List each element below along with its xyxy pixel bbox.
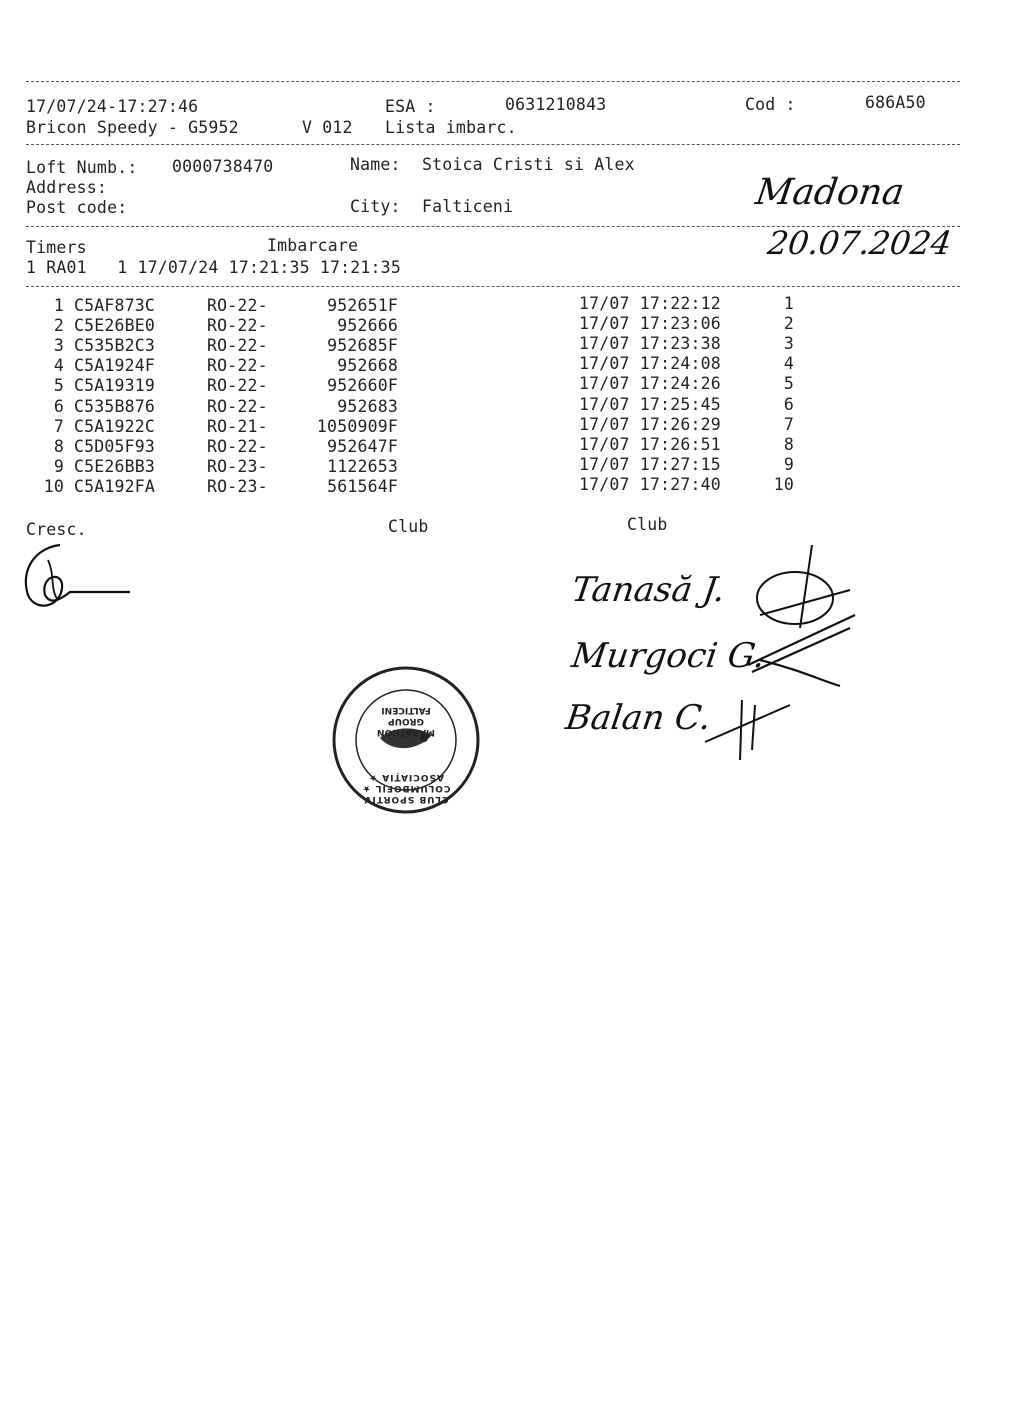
cell-pos: 4 xyxy=(783,354,794,374)
cell-ring: 952683 xyxy=(337,396,398,416)
cell-pos: 3 xyxy=(783,334,794,354)
cell-prefix: RO-22- xyxy=(207,316,268,336)
cell-n: 5 xyxy=(53,376,64,396)
cell-time: 17/07 17:26:29 xyxy=(579,414,721,434)
cell-time: 17/07 17:27:40 xyxy=(579,474,721,494)
cresc-label: Cresc. xyxy=(26,520,87,539)
cell-ring: 952647F xyxy=(327,436,398,456)
club-signature-1: Tanasă J. xyxy=(569,570,728,610)
club-label-2: Club xyxy=(627,515,668,534)
esa-value: 0631210843 xyxy=(505,95,607,114)
cell-pos: 2 xyxy=(783,314,794,334)
list-title: Lista imbarc. xyxy=(385,118,517,137)
club-signature-3: Balan C. xyxy=(563,698,714,738)
cell-prefix: RO-22- xyxy=(207,336,268,356)
cod-value: 686A50 xyxy=(865,93,926,112)
cell-time: 17/07 17:23:38 xyxy=(579,334,721,354)
cell-pos: 8 xyxy=(783,434,794,454)
address-label: Address: xyxy=(26,178,108,197)
cell-pos: 6 xyxy=(783,394,794,414)
loft-number-value: 0000738470 xyxy=(172,157,274,176)
cell-ring: 952666 xyxy=(337,316,398,336)
cell-ring: 952651F xyxy=(327,296,398,315)
cell-ring: 1050909F xyxy=(316,416,398,436)
handwritten-date: 20.07.2024 xyxy=(765,224,954,262)
cell-n: 9 xyxy=(53,456,64,476)
cell-pos: 7 xyxy=(783,414,794,434)
cell-pos: 10 xyxy=(773,474,794,494)
cell-time: 17/07 17:23:06 xyxy=(579,314,721,334)
device-name: Bricon Speedy - G5952 xyxy=(26,118,239,137)
cell-time: 17/07 17:26:51 xyxy=(579,434,721,454)
cell-chip: C5A19319 xyxy=(74,376,156,396)
cell-prefix: RO-23- xyxy=(207,476,268,496)
version: V 012 xyxy=(302,118,353,137)
cell-n: 2 xyxy=(53,316,64,336)
cell-prefix: RO-22- xyxy=(207,376,268,396)
cell-chip: C535B876 xyxy=(74,396,156,416)
cell-prefix: RO-22- xyxy=(207,436,268,456)
cell-prefix: RO-22- xyxy=(207,356,268,376)
stamp-text-block xyxy=(340,670,472,810)
cell-n: 6 xyxy=(53,396,64,416)
cell-chip: C5A1922C xyxy=(74,416,156,436)
cell-chip: C5A1924F xyxy=(74,356,156,376)
timer-line: 1 RA01 1 17/07/24 17:21:35 17:21:35 xyxy=(26,258,401,277)
city-label: City: xyxy=(350,197,401,216)
club-label-1: Club xyxy=(388,517,429,536)
cell-ring: 561564F xyxy=(327,476,398,496)
cell-time: 17/07 17:27:15 xyxy=(579,454,721,474)
cell-time: 17/07 17:24:08 xyxy=(579,354,721,374)
cell-chip: C5D05F93 xyxy=(74,436,156,456)
stamp-outer-text: CLUB SPORTIV COLUMBOFIL ★ ASOCIAȚIA ★ xyxy=(361,772,451,804)
cell-prefix: RO-22- xyxy=(207,296,268,315)
cell-chip: C5AF873C xyxy=(74,296,156,315)
club-signature-2: Murgoci G. xyxy=(569,636,768,676)
cod-label: Cod : xyxy=(745,95,796,114)
cell-n: 10 xyxy=(43,476,64,496)
cell-prefix: RO-23- xyxy=(207,456,268,476)
cell-chip: C5E26BE0 xyxy=(74,316,156,336)
imbarcare-label: Imbarcare xyxy=(267,236,359,255)
cell-ring: 1122653 xyxy=(327,456,398,476)
name-value: Stoica Cristi si Alex xyxy=(422,155,635,174)
cell-time: 17/07 17:24:26 xyxy=(579,374,721,394)
cell-pos: 5 xyxy=(783,374,794,394)
cell-n: 4 xyxy=(53,356,64,376)
city-value: Falticeni xyxy=(422,197,514,216)
timers-label: Timers xyxy=(26,238,87,257)
cell-ring: 952660F xyxy=(327,376,398,396)
esa-label: ESA : xyxy=(385,97,436,116)
handwritten-place: Madona xyxy=(753,172,907,213)
cell-n: 3 xyxy=(53,336,64,356)
cell-chip: C5A192FA xyxy=(74,476,156,496)
cell-prefix: RO-22- xyxy=(207,396,268,416)
cell-pos: 1 xyxy=(783,294,794,313)
loft-number-label: Loft Numb.: xyxy=(26,158,138,177)
print-datetime: 17/07/24-17:27:46 xyxy=(26,97,199,116)
cell-n: 1 xyxy=(53,296,64,315)
cell-prefix: RO-21- xyxy=(207,416,268,436)
cell-ring: 952685F xyxy=(327,336,398,356)
cell-pos: 9 xyxy=(783,454,794,474)
cell-n: 8 xyxy=(53,436,64,456)
postcode-label: Post code: xyxy=(26,198,128,217)
cell-chip: C535B2C3 xyxy=(74,336,156,356)
cell-chip: C5E26BB3 xyxy=(74,456,156,476)
stamp-inner-text: MARATHON GROUP FALTICENI xyxy=(377,705,435,737)
cell-time: 17/07 17:22:12 xyxy=(579,294,721,313)
name-label: Name: xyxy=(350,155,401,174)
cell-ring: 952668 xyxy=(337,356,398,376)
cell-time: 17/07 17:25:45 xyxy=(579,394,721,414)
cell-n: 7 xyxy=(53,416,64,436)
